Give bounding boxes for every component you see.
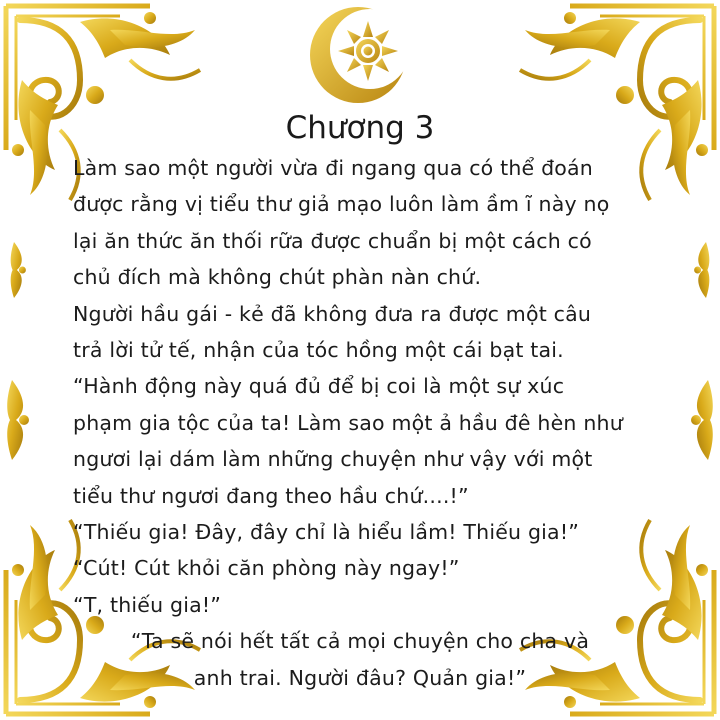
- text-line: “Cút! Cút khỏi căn phòng này ngay!”: [73, 556, 460, 581]
- chapter-title: Chương 3: [285, 110, 435, 146]
- text-line: “T, thiếu gia!”: [73, 592, 222, 617]
- left-side-ornament: [7, 380, 29, 460]
- text-line: được rằng vị tiểu thư giả mạo luôn làm ầm ĩ này nọ: [73, 192, 610, 217]
- text-line: lại ăn thức ăn thối rữa được chuẩn bị một cách có: [73, 228, 592, 253]
- sun-moon-icon: [308, 3, 412, 107]
- text-line: Người hầu gái - kẻ đã không đưa ra được một câu: [73, 301, 592, 326]
- text-line: “Thiếu gia! Đây, đây chỉ là hiểu lầm! Thiếu gia!”: [73, 520, 580, 545]
- right-side-ornament-small: [694, 242, 709, 298]
- left-side-ornament-small: [11, 242, 26, 298]
- right-side-ornament: [691, 380, 713, 460]
- text-line: phạm gia tộc của ta! Làm sao một ả hầu đê hèn như: [73, 410, 623, 435]
- text-line: “Ta sẽ nói hết tất cả mọi chuyện cho cha và: [130, 629, 590, 654]
- text-line: tiểu thư ngươi đang theo hầu chứ....!”: [73, 483, 469, 508]
- text-line: “Hành động này quá đủ để bị coi là một sự xúc: [73, 374, 565, 399]
- text-line: ngươi lại dám làm những chuyện như vậy với một: [73, 447, 593, 472]
- story-text: [73, 150, 673, 696]
- text-line: anh trai. Người đâu? Quản gia!”: [193, 665, 527, 690]
- text-line: Làm sao một người vừa đi ngang qua có thể đoán: [73, 156, 593, 180]
- text-line: chủ đích mà không chút phàn nàn chứ.: [73, 265, 482, 290]
- text-line: trả lời tử tế, nhận của tóc hồng một cái bạt tai.: [73, 338, 564, 363]
